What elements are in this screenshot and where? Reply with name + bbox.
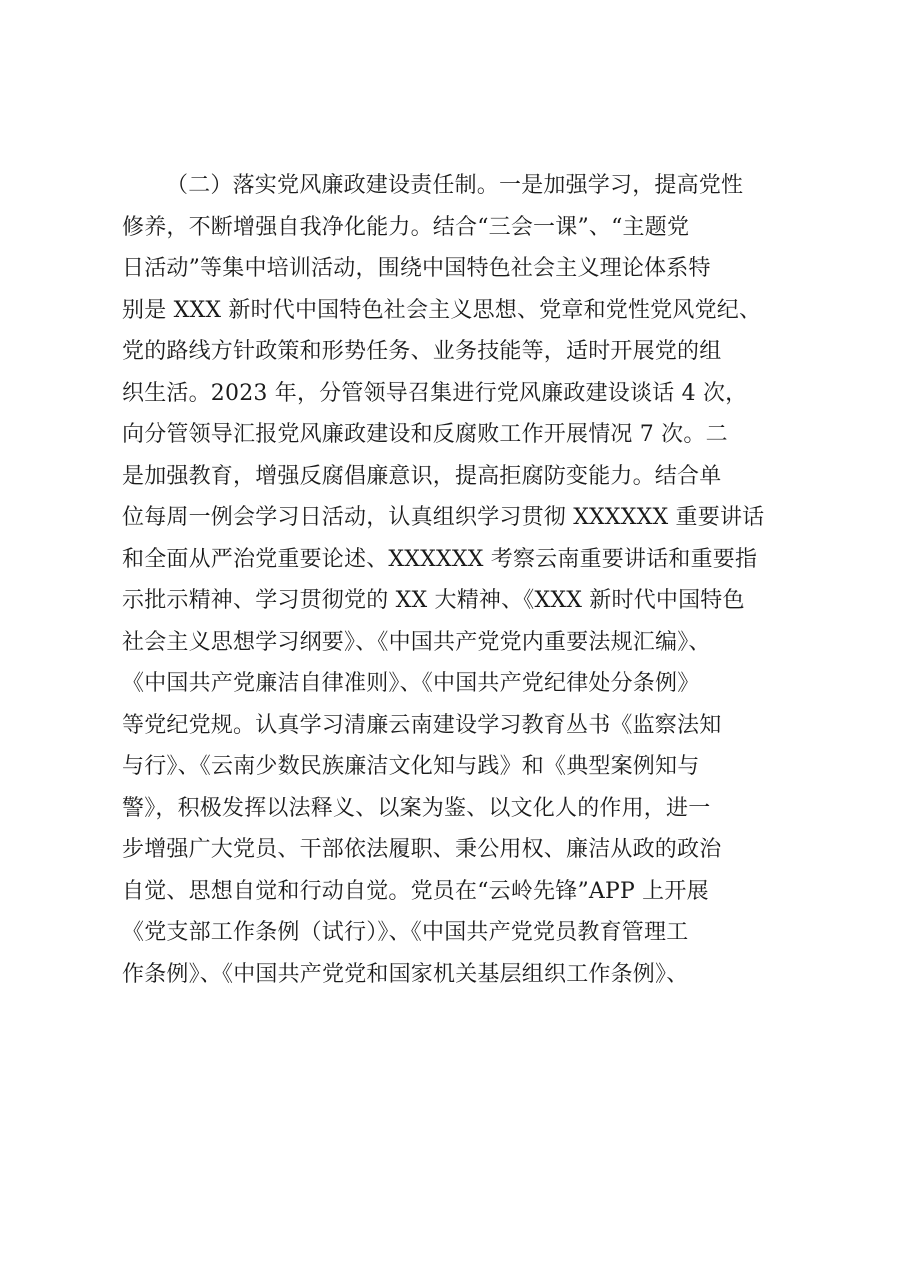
- text-line: 与行》、《云南少数民族廉洁文化知与践》和《典型案例知与: [122, 754, 700, 779]
- text-line: 日活动”等集中培训活动，围绕中国特色社会主义理论体系特: [122, 256, 711, 281]
- text-line: 和全面从严治党重要论述、XXXXXX 考察云南重要讲话和重要指: [122, 546, 758, 572]
- text-line: 等党纪党规。认真学习清廉云南建设学习教育丛书《监察法知: [122, 712, 722, 738]
- text-line: 修养，不断增强自我净化能力。结合“三会一课”、“主题党: [122, 214, 690, 240]
- text-line: 步增强广大党员、干部依法履职、秉公用权、廉洁从政的政治: [122, 837, 722, 862]
- text-line: 示批示精神、学习贯彻党的 XX 大精神、《XXX 新时代中国特色: [122, 588, 745, 613]
- text-line: 警》，积极发挥以法释义、以案为鉴、以文化人的作用，进一: [122, 795, 711, 821]
- text-line: 《中国共产党廉洁自律准则》、《中国共产党纪律处分条例》: [122, 671, 700, 696]
- text-line: 是加强教育，增强反腐倡廉意识，提高拒腐防变能力。结合单: [122, 463, 722, 489]
- text-line: 党的路线方针政策和形势任务、业务技能等，适时开展党的组: [122, 339, 722, 364]
- text-line: 织生活。2023 年，分管领导召集进行党风廉政建设谈话 4 次，: [122, 380, 748, 406]
- body-paragraph: [122, 165, 812, 995]
- text-line: （二）落实党风廉政建设责任制。一是加强学习，提高党性: [166, 173, 744, 198]
- text-line: 别是 XXX 新时代中国特色社会主义思想、党章和党性党风党纪、: [122, 297, 762, 323]
- text-line: 作条例》、《中国共产党党和国家机关基层组织工作条例》、: [122, 961, 689, 987]
- text-line: 向分管领导汇报党风廉政建设和反腐败工作开展情况 7 次。二: [122, 422, 728, 447]
- text-line: 自觉、思想自觉和行动自觉。党员在“云岭先锋”APP 上开展: [122, 878, 709, 904]
- text-line: 位每周一例会学习日活动，认真组织学习贯彻 XXXXXX 重要讲话: [122, 505, 765, 530]
- text-line: 社会主义思想学习纲要》、《中国共产党党内重要法规汇编》、: [122, 629, 711, 655]
- text-line: 《党支部工作条例（试行）》、《中国共产党党员教育管理工: [122, 920, 689, 945]
